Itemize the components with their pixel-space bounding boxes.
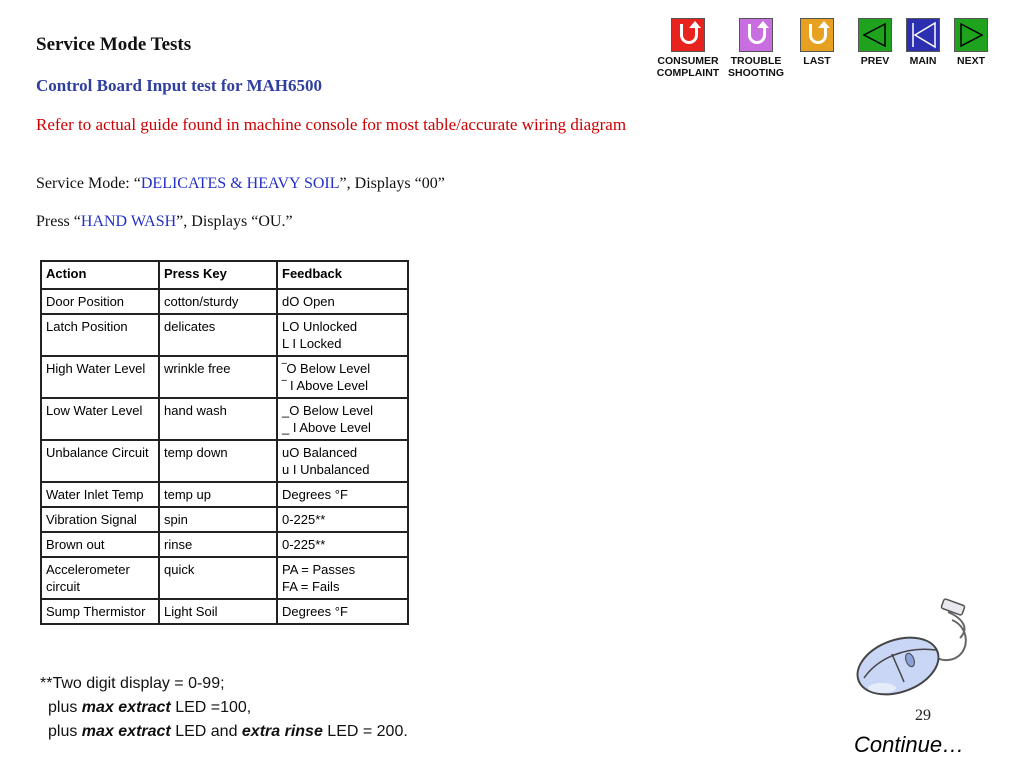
feedback-line: ‾O Below Level <box>282 361 371 376</box>
input-test-table <box>40 260 409 625</box>
feedback-cell <box>277 356 408 398</box>
feedback-cell <box>277 314 408 356</box>
footnote-line <box>40 696 408 720</box>
action-cell: Water Inlet Temp <box>41 482 159 507</box>
u-turn-icon <box>739 18 773 52</box>
feedback-cell <box>277 482 408 507</box>
footnote-emphasis: max extract <box>81 723 171 740</box>
table-row <box>41 440 408 482</box>
table-row <box>41 482 408 507</box>
footnote-text: plus <box>48 699 82 716</box>
footnote <box>40 672 408 744</box>
press-key-cell: delicates <box>159 314 277 356</box>
feedback-line: PA = Passes <box>282 562 356 577</box>
line-prefix: Press “ <box>36 213 81 230</box>
continue-link[interactable]: Continue… <box>854 732 965 757</box>
line-suffix: ”, Displays “00” <box>339 175 445 192</box>
next-button[interactable] <box>937 18 1005 67</box>
table-row <box>41 507 408 532</box>
feedback-cell <box>277 599 408 624</box>
feedback-line: dO Open <box>282 294 335 309</box>
table-row <box>41 398 408 440</box>
triangle-left-icon <box>858 18 892 52</box>
table-body <box>41 289 408 624</box>
press-key-cell: wrinkle free <box>159 356 277 398</box>
nav-label: MAIN <box>909 55 937 67</box>
service-mode-line <box>36 175 445 193</box>
nav-label: SHOOTING <box>727 67 784 79</box>
footnote-emphasis: extra rinse <box>241 723 323 740</box>
consumer-complaint-button[interactable] <box>654 18 722 79</box>
table-row <box>41 599 408 624</box>
press-key-cell: spin <box>159 507 277 532</box>
u-turn-icon <box>800 18 834 52</box>
feedback-line: FA = Fails <box>282 579 340 594</box>
press-key-line <box>36 213 293 231</box>
feedback-cell <box>277 507 408 532</box>
u-turn-icon <box>671 18 705 52</box>
table-row <box>41 314 408 356</box>
key-name: HAND WASH <box>80 213 177 230</box>
feedback-cell <box>277 532 408 557</box>
line-suffix: ”, Displays “OU.” <box>176 213 293 230</box>
slide-title: Service Mode Tests <box>36 34 192 55</box>
page-number: 29 <box>915 707 931 724</box>
footnote-emphasis: max extract <box>81 699 171 716</box>
key-combo: DELICATES & HEAVY SOIL <box>140 175 340 192</box>
action-cell: Accelerometer circuit <box>41 557 159 599</box>
footnote-text: LED =100, <box>170 699 252 716</box>
feedback-line: Degrees °F <box>282 487 348 502</box>
feedback-line: 0-225** <box>282 512 326 527</box>
footnote-text: plus <box>48 723 82 740</box>
press-key-cell: hand wash <box>159 398 277 440</box>
feedback-line: u I Unbalanced <box>282 462 370 477</box>
footnote-line: **Two digit display = 0-99; <box>40 675 225 692</box>
action-cell: High Water Level <box>41 356 159 398</box>
feedback-line: _ I Above Level <box>282 420 371 435</box>
footnote-text: LED = 200. <box>322 723 408 740</box>
nav-label: COMPLAINT <box>656 67 720 79</box>
press-key-cell: quick <box>159 557 277 599</box>
action-cell: Door Position <box>41 289 159 314</box>
action-cell: Unbalance Circuit <box>41 440 159 482</box>
table-row <box>41 356 408 398</box>
press-key-cell: rinse <box>159 532 277 557</box>
feedback-line: ‾ I Above Level <box>282 378 368 393</box>
slide-subtitle: Control Board Input test for MAH6500 <box>36 76 323 95</box>
action-cell: Latch Position <box>41 314 159 356</box>
table-row <box>41 557 408 599</box>
feedback-line: _O Below Level <box>282 403 374 418</box>
computer-mouse-icon <box>852 598 982 702</box>
nav-label: NEXT <box>956 55 985 67</box>
table-row <box>41 532 408 557</box>
table-row <box>41 289 408 314</box>
nav-label: PREV <box>860 55 890 67</box>
line-prefix: Service Mode: “ <box>36 175 141 192</box>
feedback-cell <box>277 289 408 314</box>
nav-label: LAST <box>803 55 831 67</box>
column-header: Feedback <box>277 261 408 289</box>
table-header-row <box>41 261 408 289</box>
nav-label: CONSUMER <box>657 55 719 67</box>
action-cell: Vibration Signal <box>41 507 159 532</box>
feedback-line: Degrees °F <box>282 604 348 619</box>
feedback-cell <box>277 557 408 599</box>
feedback-line: 0-225** <box>282 537 326 552</box>
press-key-cell: temp down <box>159 440 277 482</box>
trouble-shooting-button[interactable] <box>722 18 790 79</box>
footnote-line <box>40 720 408 744</box>
action-cell: Low Water Level <box>41 398 159 440</box>
feedback-cell <box>277 398 408 440</box>
column-header: Press Key <box>159 261 277 289</box>
footnote-text: LED and <box>170 723 242 740</box>
feedback-line: LO Unlocked <box>282 319 358 334</box>
reference-note: Refer to actual guide found in machine console for most table/accurate wiring diagram <box>36 115 627 134</box>
feedback-line: uO Balanced <box>282 445 358 460</box>
feedback-cell <box>277 440 408 482</box>
triangle-right-icon <box>954 18 988 52</box>
press-key-cell: temp up <box>159 482 277 507</box>
press-key-cell: Light Soil <box>159 599 277 624</box>
nav-label: TROUBLE <box>730 55 782 67</box>
action-cell: Sump Thermistor <box>41 599 159 624</box>
press-key-cell: cotton/sturdy <box>159 289 277 314</box>
skip-to-start-icon <box>906 18 940 52</box>
column-header: Action <box>41 261 159 289</box>
action-cell: Brown out <box>41 532 159 557</box>
feedback-line: L I Locked <box>282 336 342 351</box>
